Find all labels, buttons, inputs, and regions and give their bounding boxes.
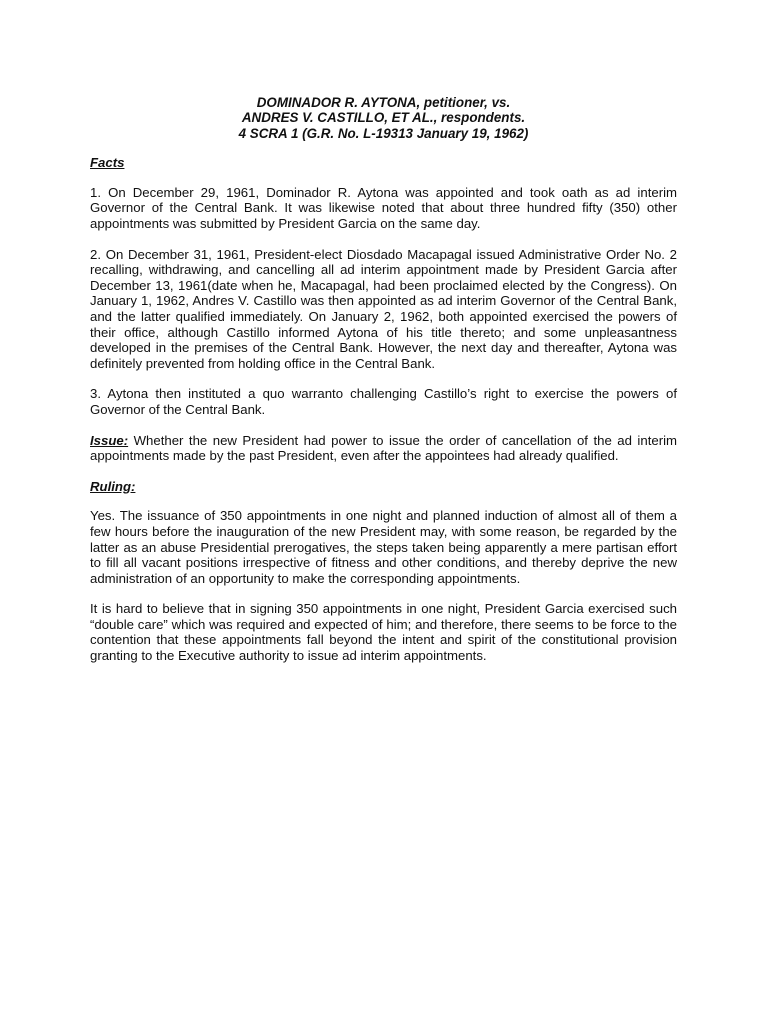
issue-paragraph bbox=[90, 433, 677, 464]
issue-text: Whether the new President had power to issue the order of cancellation of the ad interim appointments made by the past President, even after the appointees had already qualified. bbox=[90, 432, 677, 464]
facts-paragraph-3: 3. Aytona then instituted a quo warranto challenging Castillo’s right to exercise the powers of Governor of the Central Bank. bbox=[90, 386, 677, 417]
ruling-heading: Ruling: bbox=[90, 478, 136, 494]
ruling-paragraph-1: Yes. The issuance of 350 appointments in one night and planned induction of almost all of them a few hours before the inauguration of the new President may, with some reason, be regarded by the latter as an abuse Presidential prerogatives, the steps taken being apparently a mere partisan effort to fill all vacant positions irrespective of fitness and other conditions, and thereby deprive the new administration of an opportunity to make the corresponding appointments. bbox=[90, 508, 677, 586]
facts-paragraph-2: 2. On December 31, 1961, President-elect Diosdado Macapagal issued Administrative Order No. 2 recalling, withdrawing, and cancelling all ad interim appointment made by President Garcia after December 13, 1961(date when he, Macapagal, had been proclaimed elected by the Congress). On January 1, 1962, Andres V. Castillo was then appointed as ad interim Governor of the Central Bank, and the latter qualified immediately. On January 2, 1962, both appointed exercised the powers of their office, although Castillo informed Aytona of his title thereto; and some unpleasantness developed in the premises of the Central Bank. However, the next day and thereafter, Aytona was definitely prevented from holding office in the Central Bank. bbox=[90, 246, 677, 371]
document-page bbox=[90, 95, 677, 679]
case-title-line-2: ANDRES V. CASTILLO, ET AL., respondents. bbox=[241, 110, 526, 126]
facts-heading: Facts bbox=[90, 155, 125, 171]
facts-paragraph-1: 1. On December 29, 1961, Dominador R. Aytona was appointed and took oath as ad interim Governor of the Central Bank. It was likewise noted that about three hundred fifty (350) other appointments was submitted by President Garcia on the same day. bbox=[90, 184, 677, 231]
case-title bbox=[90, 95, 677, 141]
case-citation: 4 SCRA 1 (G.R. No. L-19313 January 19, 1962) bbox=[238, 125, 529, 141]
issue-label: Issue: bbox=[90, 432, 129, 448]
ruling-paragraph-2: It is hard to believe that in signing 350 appointments in one night, President Garcia exercised such “double care” which was required and expected of him; and therefore, there seems to be force to the contention that these appointments fall beyond the intent and spirit of the constitutional provision granting to the Executive authority to issue ad interim appointments. bbox=[90, 601, 677, 664]
case-title-line-1: DOMINADOR R. AYTONA, petitioner, vs. bbox=[256, 95, 511, 110]
